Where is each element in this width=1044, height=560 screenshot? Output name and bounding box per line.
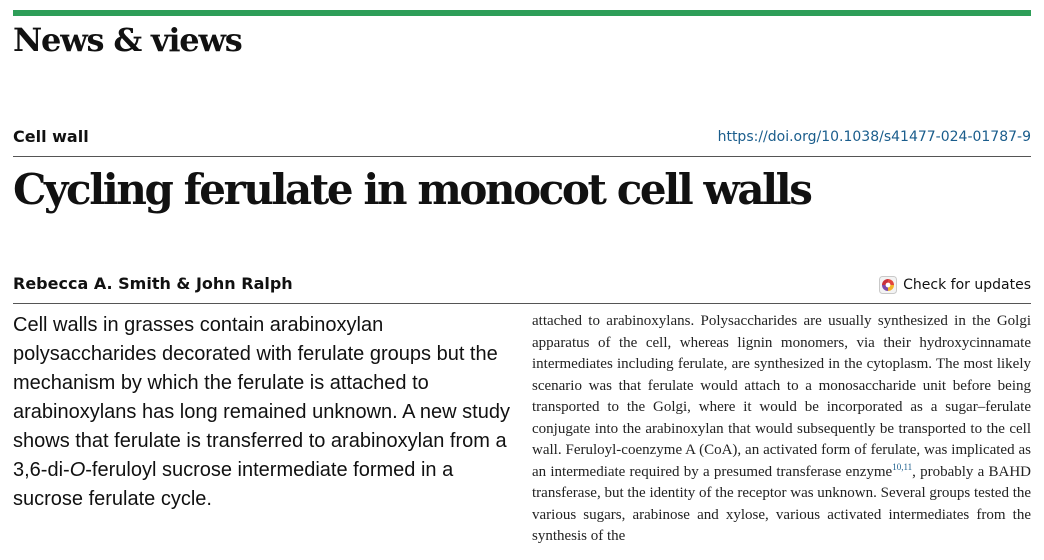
check-for-updates-button[interactable] — [879, 276, 1031, 294]
article-category: Cell wall — [13, 127, 89, 146]
header-accent-bar — [13, 10, 1031, 16]
doi-link[interactable]: https://doi.org/10.1038/s41477-024-01787-9 — [717, 129, 1031, 145]
abstract-text: Cell walls in grasses contain arabinoxylan polysaccharides decorated with ferulate groups but the mechanism by which the ferulate is attached to arabinoxylans has long remained unknown. A new study shows that ferulate is transferred to arabinoxylan from a 3,6-di-O-feruloyl sucrose intermediate formed in a sucrose ferulate cycle. — [13, 314, 510, 510]
article-title: Cycling ferulate in monocot cell walls — [13, 165, 811, 214]
divider — [13, 303, 1031, 304]
check-updates-label: Check for updates — [903, 277, 1031, 293]
article-body-column — [532, 311, 1031, 548]
body-paragraph: attached to arabinoxylans. Polysaccharides are usually synthesized in the Golgi apparatus of the cell, whereas lignin monomers, via their hydroxycinnamate intermediates including ferulate, are synthesized in the cytoplasm. The most likely scenario was that ferulate would attach to a monosaccharide unit before being transported to the Golgi, where it would be incorporated as a sugar–ferulate conjugate into the arabinoxylan that would subsequently be transported to the cell wall. Feruloyl-coenzyme A (CoA), an activated form of ferulate, was implicated as an intermediate required by a presumed transferase enzyme$^{10,11}$, probably a BAHD transferase, but the identity of the receptor was unknown. Several groups tested the various sugars, arabinose and xylose, various activated intermediates from the synthesis of the — [532, 313, 1032, 544]
check-updates-icon — [879, 276, 897, 294]
section-title: News & views — [13, 21, 242, 59]
article-authors: Rebecca A. Smith & John Ralph — [13, 274, 293, 293]
divider — [13, 156, 1031, 157]
citation-link[interactable]: 10,11 — [892, 461, 913, 472]
article-abstract — [13, 311, 513, 514]
